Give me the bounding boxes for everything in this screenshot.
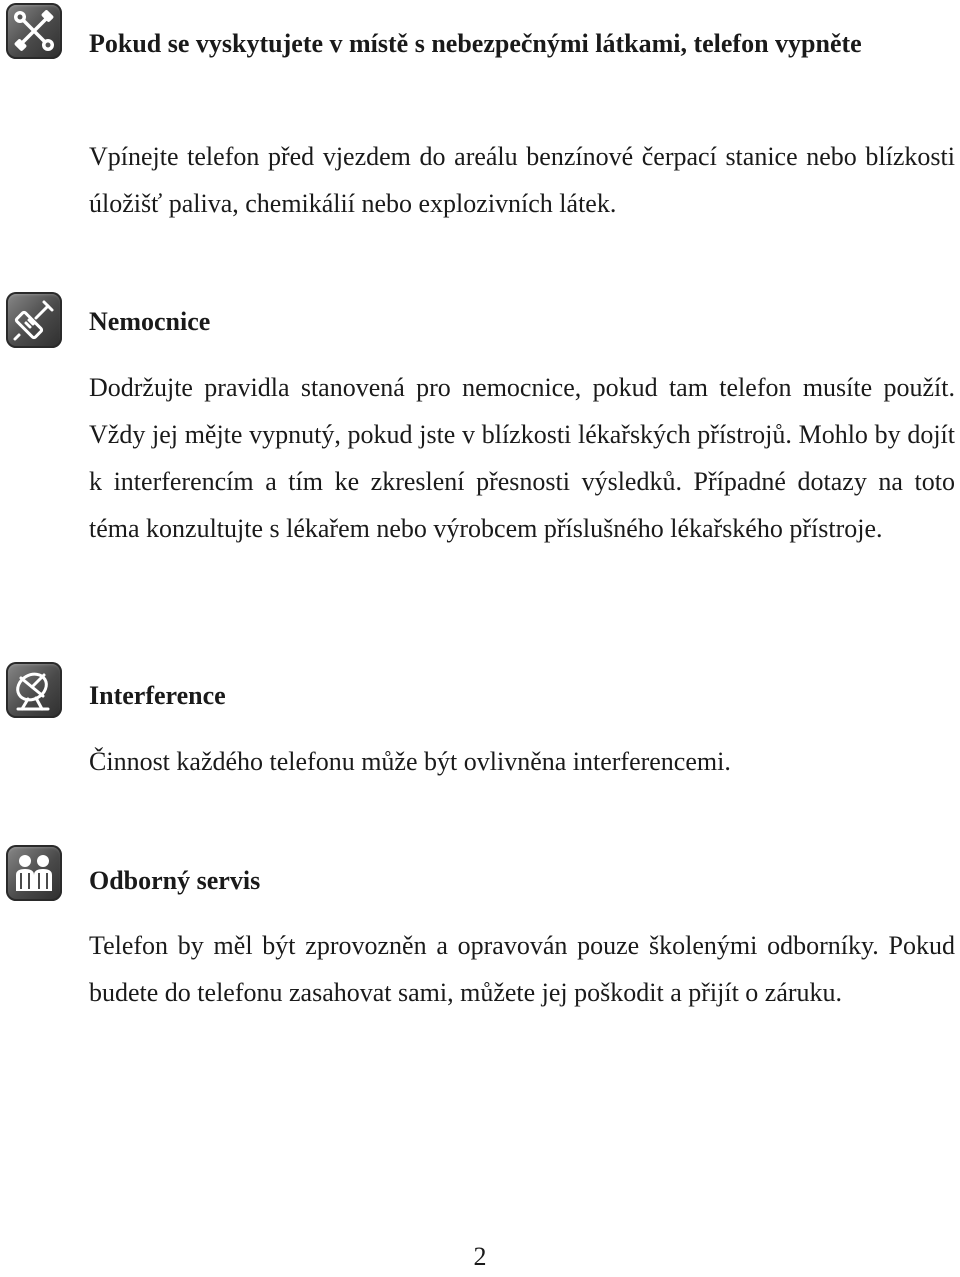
section-heading: Interference bbox=[89, 681, 226, 710]
section-heading: Pokud se vyskytujete v místě s nebezpečnými látkami, telefon vypněte bbox=[89, 29, 862, 58]
section-heading: Odborný servis bbox=[89, 866, 261, 895]
section-text: Činnost každého telefonu může být ovlivněna interferencemi. bbox=[89, 747, 731, 776]
service-technicians-icon bbox=[6, 845, 62, 901]
syringe-icon bbox=[6, 292, 62, 348]
tools-icon bbox=[6, 3, 62, 59]
section-text: Vpínejte telefon před vjezdem do areálu benzínové čerpací stanice nebo blízkosti úložišť paliva, chemikálií nebo explozivních látek. bbox=[89, 142, 955, 218]
section-text: Telefon by měl být zprovozněn a opravován pouze školenými odborníky. Pokud budete do telefonu zasahovat sami, můžete jej poškodit a přijít o záruku. bbox=[89, 931, 955, 1007]
satellite-dish-icon bbox=[6, 662, 62, 718]
section-heading: Nemocnice bbox=[89, 307, 211, 336]
section-text: Dodržujte pravidla stanovená pro nemocnice, pokud tam telefon musíte použít. Vždy jej mějte vypnutý, pokud jste v blízkosti lékařských přístrojů. Mohlo by dojít k interferencím a tím ke zkreslení přesnosti výsledků. Případné dotazy na toto téma konzultujte s lékařem nebo výrobcem příslušného lékařského přístroje. bbox=[89, 373, 955, 543]
page-number: 2 bbox=[473, 1242, 487, 1271]
